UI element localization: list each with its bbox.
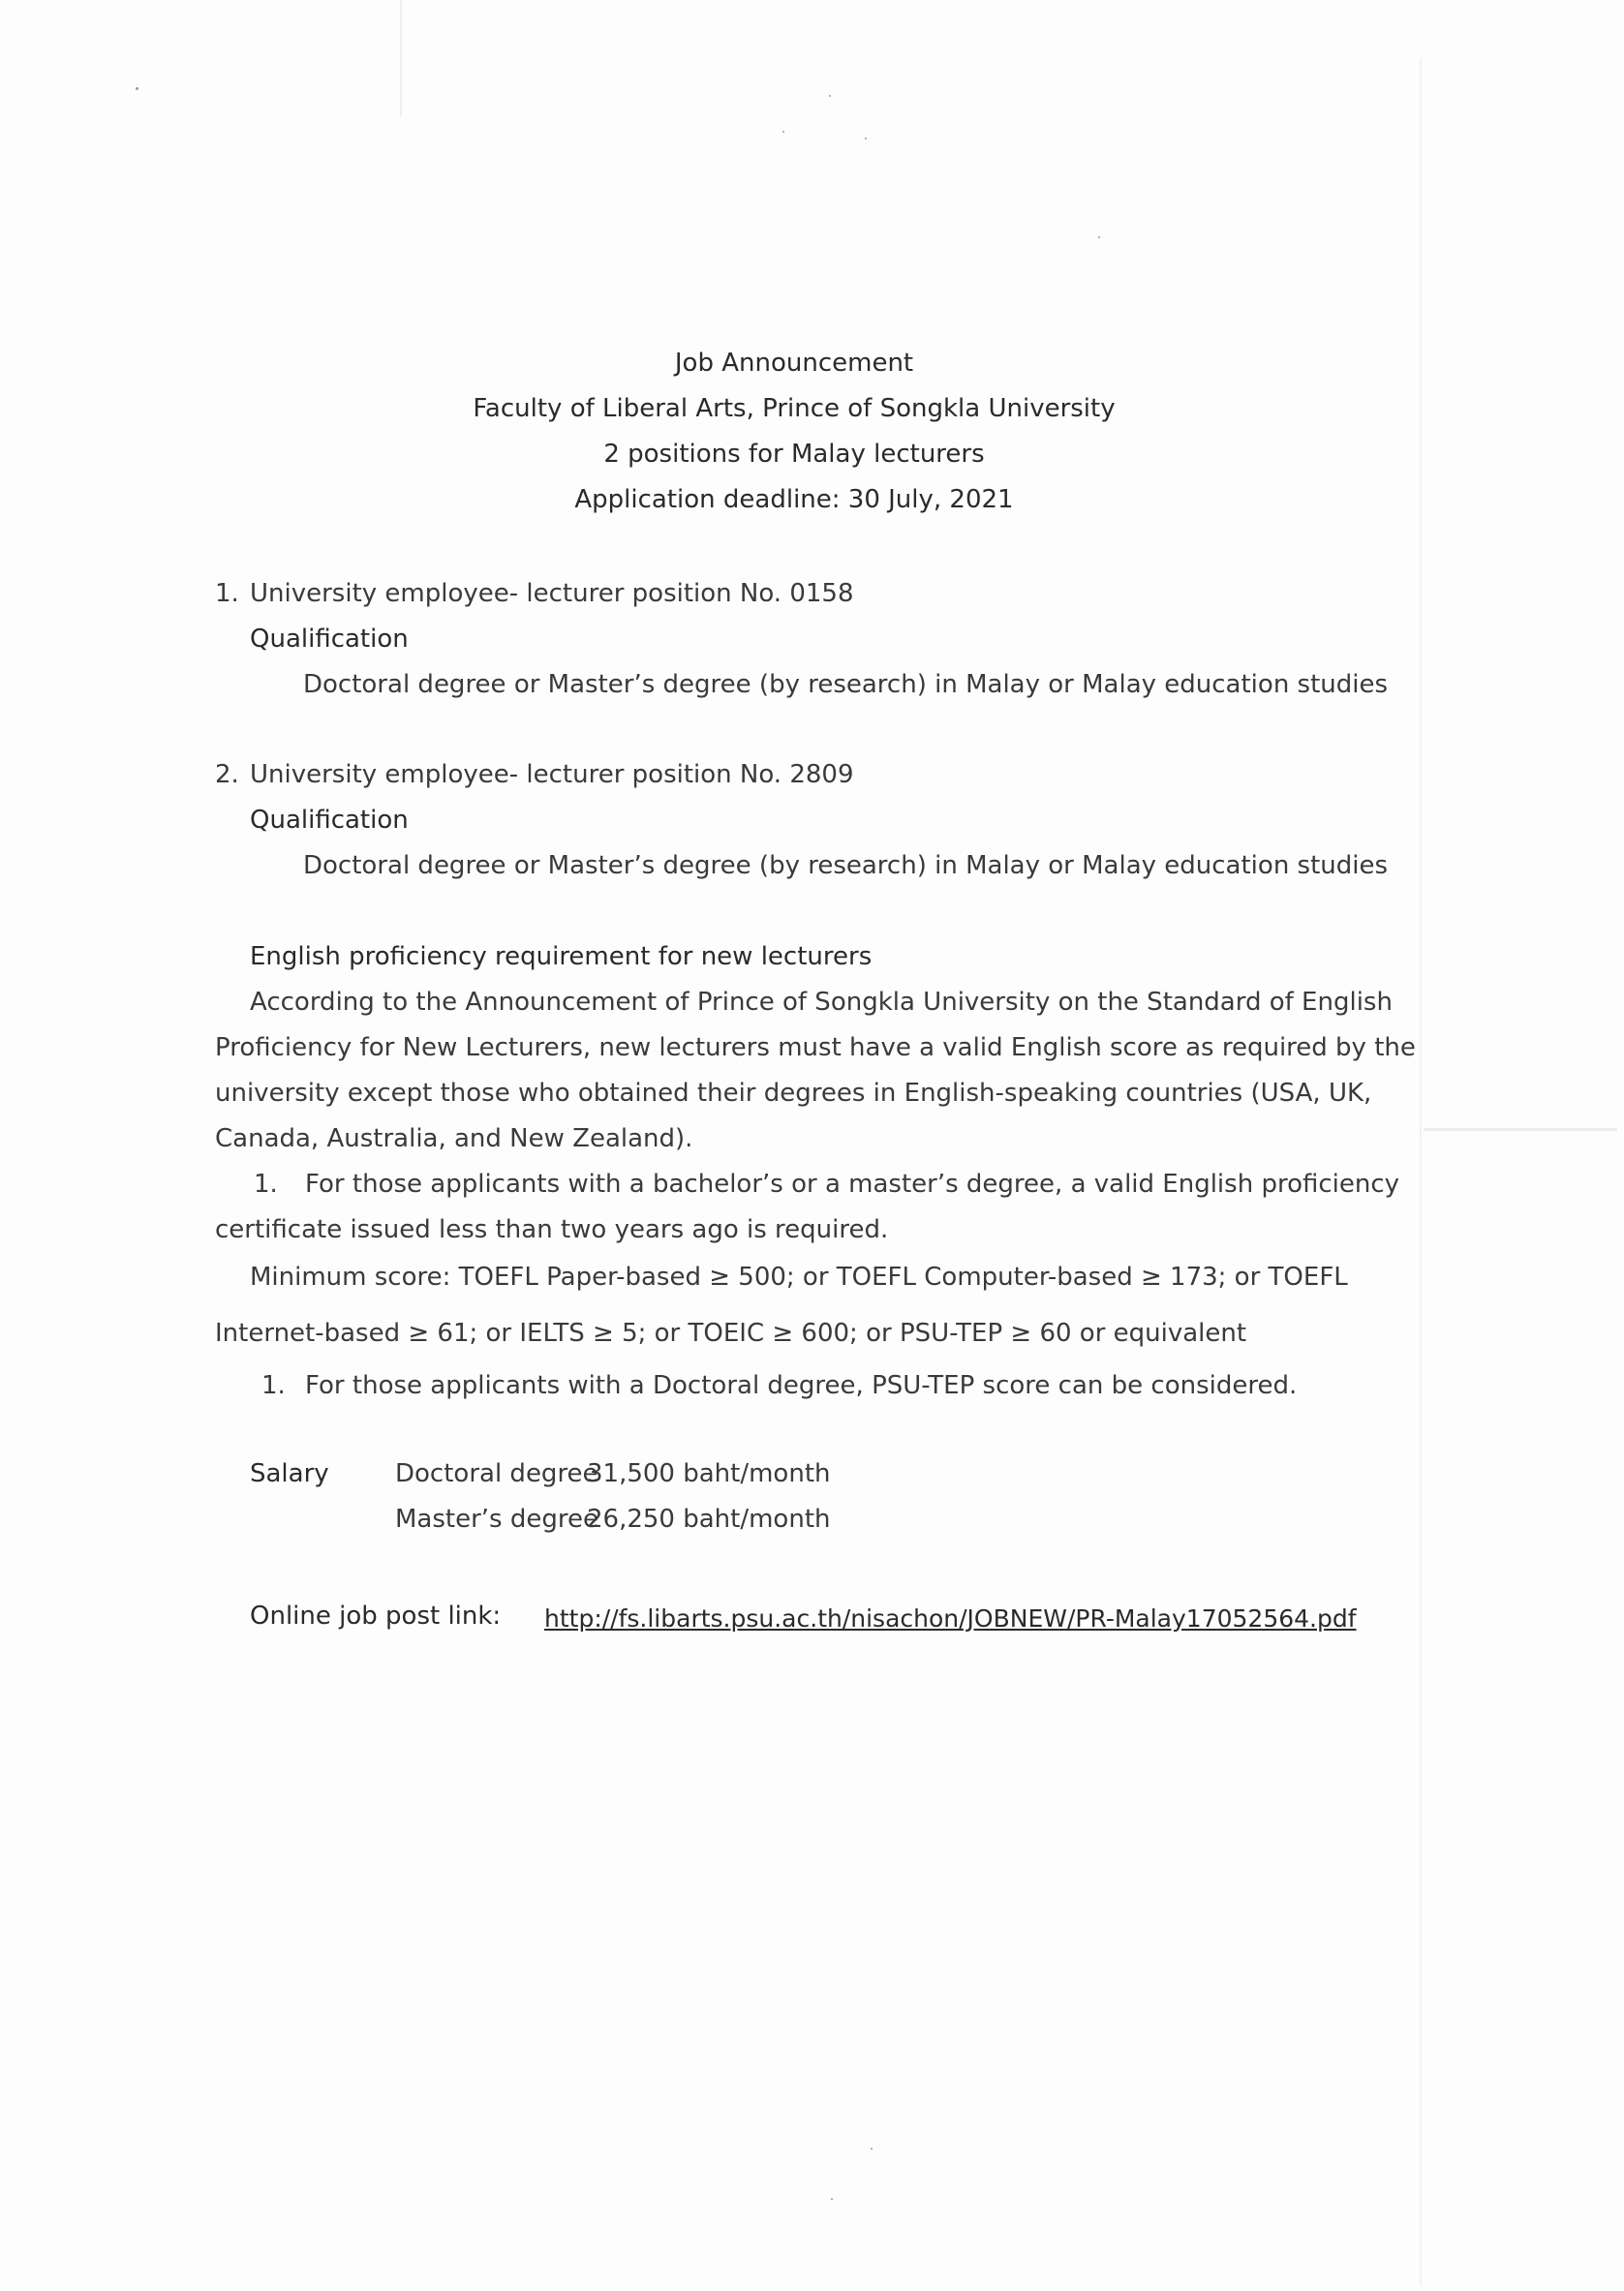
scan-speck <box>871 2148 873 2150</box>
scan-speck <box>1098 236 1100 238</box>
position-2-qualification-label: Qualification <box>250 806 409 835</box>
salary-amount: 26,250 baht/month <box>587 1505 831 1534</box>
english-min-score-line2: Internet-based ≥ 61; or IELTS ≥ 5; or TOEIC ≥ 600; or PSU-TEP ≥ 60 or equivalent <box>215 1319 1247 1348</box>
scan-speck <box>136 87 138 90</box>
position-1-qualification: Doctoral degree or Master’s degree (by research) in Malay or Malay education studies <box>303 670 1389 699</box>
english-item-1-line1: For those applicants with a bachelor’s or a master’s degree, a valid English proficiency <box>305 1170 1400 1199</box>
scan-speck <box>782 131 784 133</box>
english-heading: English proficiency requirement for new lecturers <box>250 942 873 971</box>
english-intro <box>215 980 1416 1162</box>
header-title: Job Announcement <box>674 349 914 378</box>
english-item-2-text: For those applicants with a Doctoral degree, PSU-TEP score can be considered. <box>305 1371 1298 1400</box>
online-job-post-link[interactable]: http://fs.libarts.psu.ac.th/nisachon/JOBNEW/PR-Malay17052564.pdf <box>544 1604 1357 1633</box>
position-1-title: University employee- lecturer position No. 0158 <box>250 579 854 608</box>
position-1-qualification-label: Qualification <box>250 625 409 654</box>
english-intro-line: Canada, Australia, and New Zealand). <box>215 1124 693 1153</box>
english-item-2-number: 1. <box>261 1371 286 1400</box>
position-2-title: University employee- lecturer position No. 2809 <box>250 760 854 789</box>
scan-speck <box>829 95 831 97</box>
position-2-number: 2. <box>215 760 239 789</box>
english-min-score-line1: Minimum score: TOEFL Paper-based ≥ 500; or TOEFL Computer-based ≥ 173; or TOEFL <box>250 1263 1348 1292</box>
english-intro-line: Proficiency for New Lecturers, new lecturers must have a valid English score as required by the <box>215 1033 1416 1062</box>
header-faculty: Faculty of Liberal Arts, Prince of Songkla University <box>473 394 1116 423</box>
english-item-1-number: 1. <box>254 1170 278 1199</box>
header-deadline: Application deadline: 30 July, 2021 <box>574 485 1014 514</box>
english-intro-line: According to the Announcement of Prince of Songkla University on the Standard of English <box>250 988 1393 1017</box>
english-intro-line: university except those who obtained their degrees in English-speaking countries (USA, UK, <box>215 1079 1372 1108</box>
english-item-1-line2: certificate issued less than two years ago is required. <box>215 1215 889 1244</box>
position-2-qualification: Doctoral degree or Master’s degree (by research) in Malay or Malay education studies <box>303 851 1389 880</box>
announcement-header <box>0 341 1588 523</box>
scan-fold-line <box>400 0 402 116</box>
salary-degree: Doctoral degree <box>395 1459 598 1488</box>
scan-fold-line <box>1424 1128 1617 1131</box>
salary-degree: Master’s degree <box>395 1505 598 1534</box>
scan-speck <box>831 2198 833 2200</box>
salary-amount: 31,500 baht/month <box>587 1459 831 1488</box>
position-1-number: 1. <box>215 579 239 608</box>
scan-speck <box>865 137 867 139</box>
online-link-label: Online job post link: <box>250 1602 502 1631</box>
header-positions: 2 positions for Malay lecturers <box>603 440 985 469</box>
salary-label: Salary <box>250 1459 329 1488</box>
